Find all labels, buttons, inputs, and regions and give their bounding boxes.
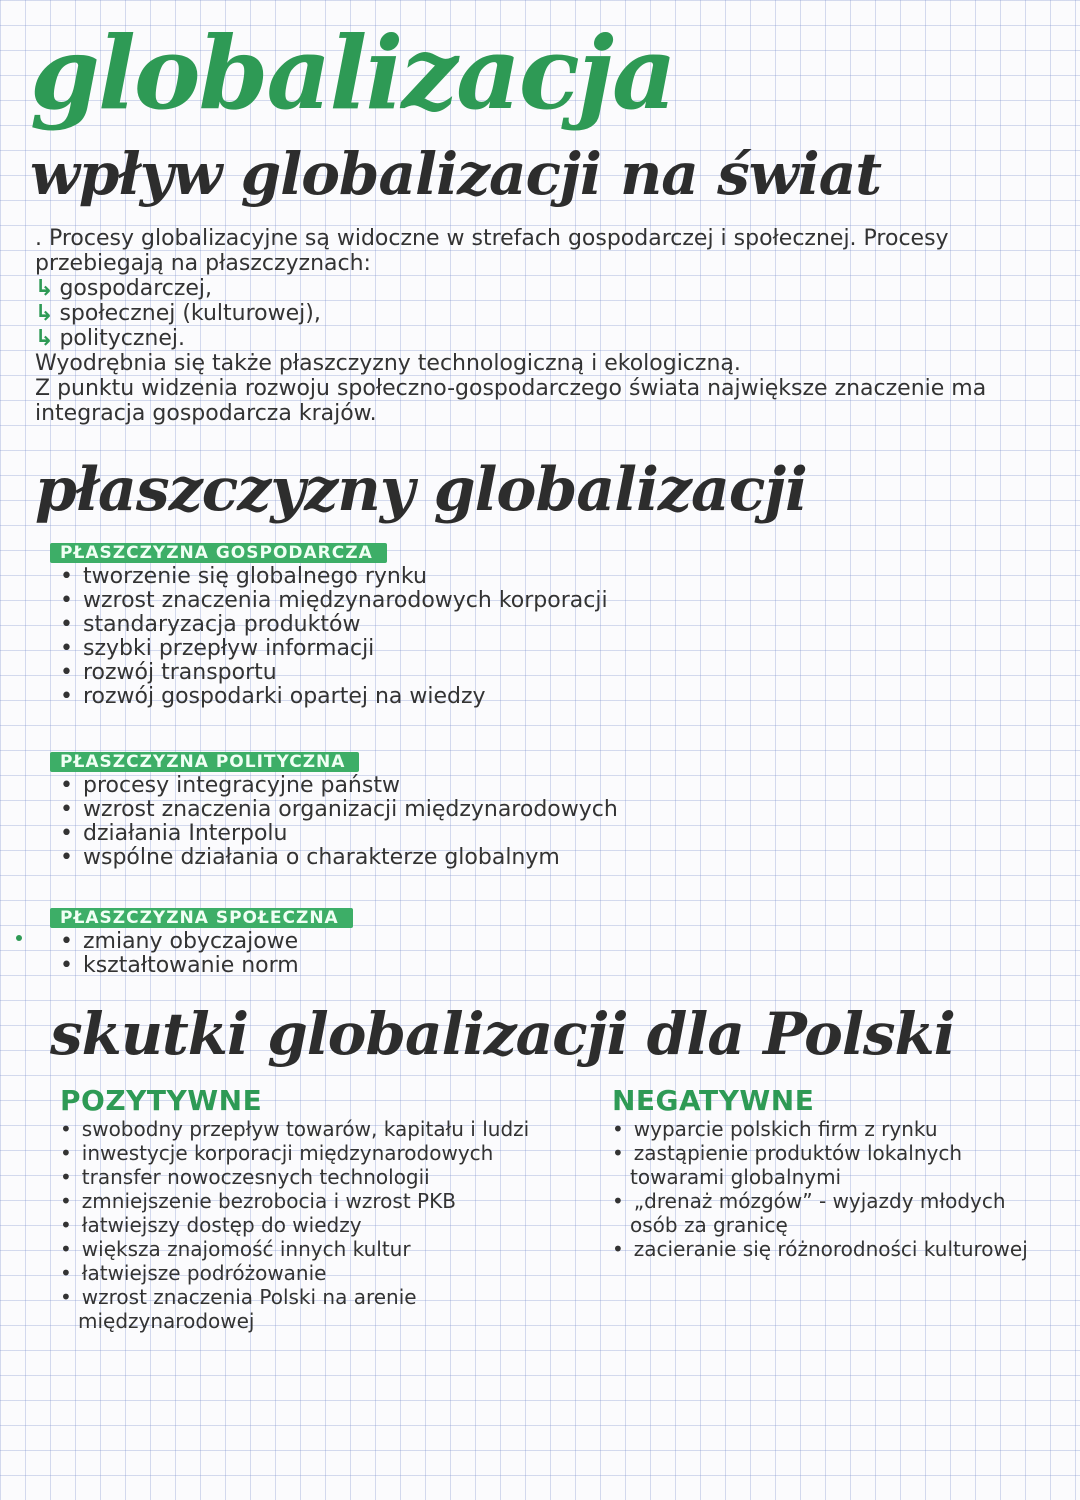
list-item: • zmniejszenie bezrobocia i wzrost PKB [60, 1189, 580, 1213]
group-label: PŁASZCZYZNA GOSPODARCZA [50, 543, 387, 563]
bullet-dot [16, 935, 22, 941]
list-item: • zacieranie się różnorodności kulturowej [612, 1237, 1052, 1261]
positive-column [60, 1085, 580, 1333]
arrow-icon: ↳ [35, 326, 54, 351]
section-heading-planes: płaszczyzny globalizacji [35, 455, 807, 525]
positive-heading: POZYTYWNE [60, 1084, 263, 1117]
page-title: globalizacja [30, 14, 675, 132]
group-label: PŁASZCZYZNA POLITYCZNA [50, 752, 359, 772]
arrow-list-item: ↳ społecznej (kulturowej), [35, 301, 321, 326]
list-item: • zmiany obyczajowe [60, 930, 353, 954]
group-social [50, 908, 353, 978]
group-political [50, 752, 618, 870]
list-item: • kształtowanie norm [60, 954, 353, 978]
section-heading-impact: wpływ globalizacji na świat [30, 140, 882, 208]
list-item: • wzrost znaczenia międzynarodowych korporacji [60, 589, 608, 613]
arrow-icon: ↳ [35, 301, 54, 326]
list-item: • procesy integracyjne państw [60, 774, 618, 798]
group-label: PŁASZCZYZNA SPOŁECZNA [50, 908, 353, 928]
list-item: • „drenaż mózgów” - wyjazdy młodych osób za granicę [612, 1189, 1052, 1237]
list-item: • wspólne działania o charakterze globalnym [60, 846, 618, 870]
integration-text: Z punktu widzenia rozwoju społeczno-gospodarczego świata największe znaczenie ma integracja gospodarcza krajów. [35, 376, 987, 426]
group-economic [50, 543, 608, 709]
arrow-list-item: ↳ gospodarczej, [35, 276, 213, 301]
list-item: • standaryzacja produktów [60, 613, 608, 637]
intro-paragraph [35, 226, 1035, 426]
list-item: • szybki przepływ informacji [60, 637, 608, 661]
list-item: • łatwiejsze podróżowanie [60, 1261, 580, 1285]
list-item: • rozwój gospodarki opartej na wiedzy [60, 685, 608, 709]
extra-planes-text: Wyodrębnia się także płaszczyzny technologiczną i ekologiczną. [35, 351, 741, 376]
list-item: • większa znajomość innych kultur [60, 1237, 580, 1261]
list-item: • rozwój transportu [60, 661, 608, 685]
arrow-icon: ↳ [35, 276, 54, 301]
list-item: • tworzenie się globalnego rynku [60, 565, 608, 589]
negative-heading: NEGATYWNE [612, 1084, 815, 1117]
list-item: • wzrost znaczenia Polski na arenie międzynarodowej [60, 1285, 580, 1333]
list-item: • działania Interpolu [60, 822, 618, 846]
arrow-list-item: ↳ politycznej. [35, 326, 185, 351]
negative-column [612, 1085, 1052, 1261]
intro-text: . Procesy globalizacyjne są widoczne w strefach gospodarczej i społecznej. Procesy przebiegają na płaszczyznach: [35, 226, 949, 276]
list-item: • wzrost znaczenia organizacji międzynarodowych [60, 798, 618, 822]
list-item: • transfer nowoczesnych technologii [60, 1165, 580, 1189]
list-item: • zastąpienie produktów lokalnych towarami globalnymi [612, 1141, 1052, 1189]
list-item: • łatwiejszy dostęp do wiedzy [60, 1213, 580, 1237]
list-item: • swobodny przepływ towarów, kapitału i ludzi [60, 1117, 580, 1141]
list-item: • inwestycje korporacji międzynarodowych [60, 1141, 580, 1165]
list-item: • wyparcie polskich firm z rynku [612, 1117, 1052, 1141]
section-heading-effects: skutki globalizacji dla Polski [50, 1000, 955, 1068]
